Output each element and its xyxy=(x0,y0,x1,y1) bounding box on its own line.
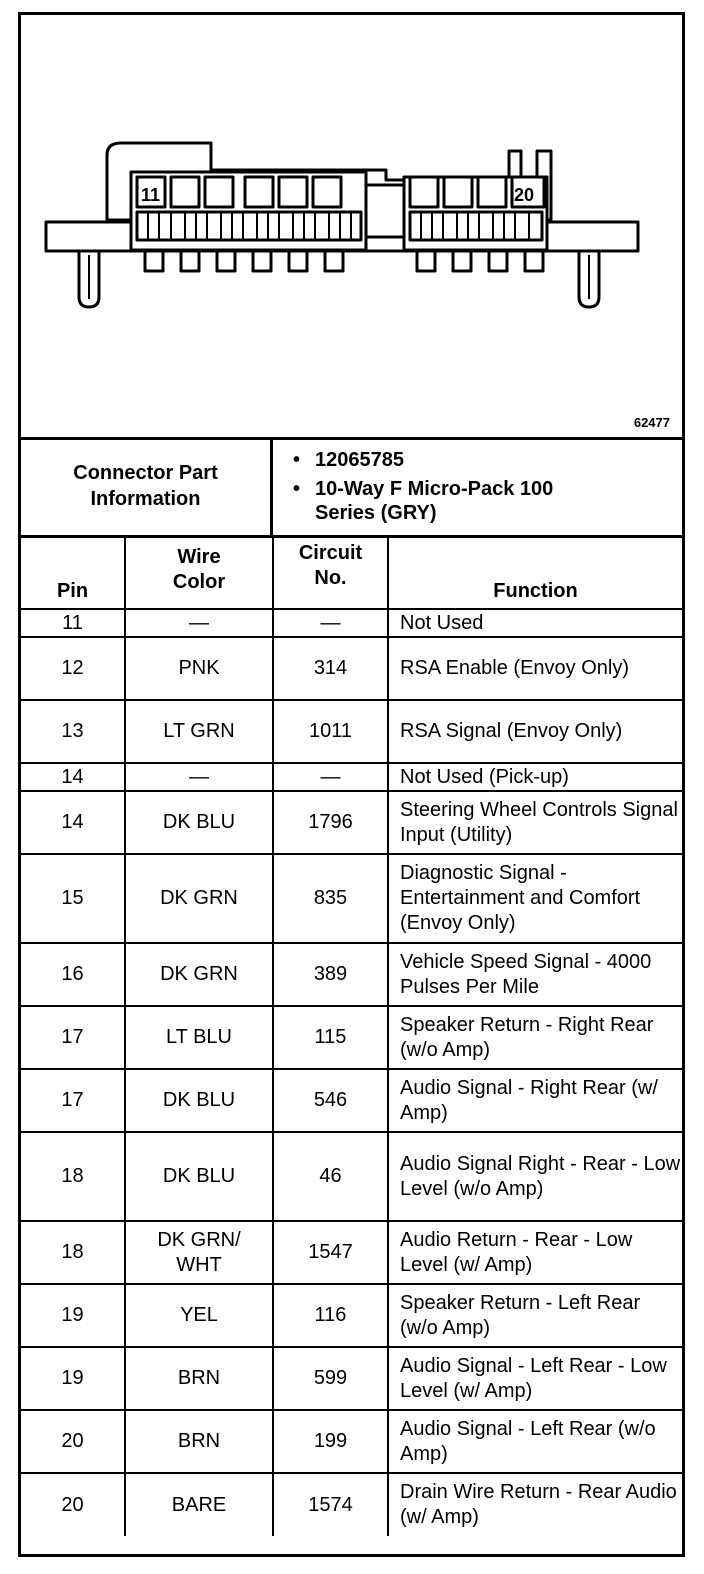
function-cell: Audio Signal Right - Rear - Low Level (w/o Amp) xyxy=(388,1132,682,1221)
table-row xyxy=(21,943,682,1006)
info-bullet xyxy=(293,477,682,525)
table-row xyxy=(21,609,682,637)
function-cell: Audio Signal - Left Rear (w/o Amp) xyxy=(388,1410,682,1473)
wire-color-cell: DK BLU xyxy=(125,1069,273,1132)
connector-illustration xyxy=(21,15,682,440)
function-cell: Audio Signal - Left Rear - Low Level (w/ Amp) xyxy=(388,1347,682,1410)
pin-cell: 15 xyxy=(21,854,125,943)
bullet-icon: • xyxy=(293,449,301,471)
circuit-cell: 115 xyxy=(273,1006,388,1069)
pin-cell: 11 xyxy=(21,609,125,637)
pin-cell: 18 xyxy=(21,1132,125,1221)
circuit-cell: 835 xyxy=(273,854,388,943)
table-row xyxy=(21,1069,682,1132)
circuit-cell: 1574 xyxy=(273,1473,388,1536)
figure-number: 62477 xyxy=(633,415,670,430)
connector-drawing xyxy=(21,15,682,435)
pin-cell: 20 xyxy=(21,1473,125,1536)
connector-part-info xyxy=(21,440,682,538)
circuit-cell: 1011 xyxy=(273,700,388,763)
table-row xyxy=(21,1132,682,1221)
header-pin: Pin xyxy=(21,535,125,609)
table-row xyxy=(21,1473,682,1536)
wire-color-cell: BRN xyxy=(125,1347,273,1410)
part-number: 12065785 xyxy=(315,449,404,471)
table-row xyxy=(21,763,682,791)
circuit-cell: 199 xyxy=(273,1410,388,1473)
pin-cell: 12 xyxy=(21,637,125,700)
wire-color-cell: BRN xyxy=(125,1410,273,1473)
pin-cell: 16 xyxy=(21,943,125,1006)
table-row xyxy=(21,1347,682,1410)
circuit-cell: — xyxy=(273,609,388,637)
circuit-cell: 1796 xyxy=(273,791,388,854)
circuit-cell: 314 xyxy=(273,637,388,700)
wire-color-cell: DK BLU xyxy=(125,791,273,854)
circuit-cell: 46 xyxy=(273,1132,388,1221)
pin-cell: 13 xyxy=(21,700,125,763)
circuit-cell: 599 xyxy=(273,1347,388,1410)
connector-info-list xyxy=(273,440,682,535)
circuit-cell: 389 xyxy=(273,943,388,1006)
circuit-cell: 1547 xyxy=(273,1221,388,1284)
wire-color-cell: BARE xyxy=(125,1473,273,1536)
pin-cell: 19 xyxy=(21,1284,125,1347)
wire-color-cell: — xyxy=(125,609,273,637)
table-row xyxy=(21,700,682,763)
wire-color-cell: DK BLU xyxy=(125,1132,273,1221)
circuit-cell: 546 xyxy=(273,1069,388,1132)
wire-color-cell: DK GRN/ WHT xyxy=(125,1221,273,1284)
circuit-cell: — xyxy=(273,763,388,791)
table-row xyxy=(21,791,682,854)
function-cell: Diagnostic Signal - Entertainment and Comfort (Envoy Only) xyxy=(388,854,682,943)
wire-color-cell: LT BLU xyxy=(125,1006,273,1069)
wire-color-cell: YEL xyxy=(125,1284,273,1347)
info-bullet xyxy=(293,448,682,472)
function-cell: RSA Enable (Envoy Only) xyxy=(388,637,682,700)
function-cell: Not Used xyxy=(388,609,682,637)
wire-color-cell: — xyxy=(125,763,273,791)
pin-cell: 14 xyxy=(21,763,125,791)
pin-cell: 17 xyxy=(21,1006,125,1069)
table-row xyxy=(21,1221,682,1284)
pin-cell: 18 xyxy=(21,1221,125,1284)
table-row xyxy=(21,637,682,700)
function-cell: Vehicle Speed Signal - 4000 Pulses Per Mile xyxy=(388,943,682,1006)
function-cell: Speaker Return - Left Rear (w/o Amp) xyxy=(388,1284,682,1347)
pin-cell: 14 xyxy=(21,791,125,854)
table-row xyxy=(21,854,682,943)
connector-type: 10-Way F Micro-Pack 100 Series (GRY) xyxy=(315,478,554,524)
pin-cell: 17 xyxy=(21,1069,125,1132)
wire-color-cell: PNK xyxy=(125,637,273,700)
table-row xyxy=(21,1006,682,1069)
pin-20-label: 20 xyxy=(514,185,535,205)
pin-11-label: 11 xyxy=(141,185,161,205)
header-function: Function xyxy=(388,535,682,609)
wire-color-cell: DK GRN xyxy=(125,854,273,943)
function-cell: Audio Return - Rear - Low Level (w/ Amp) xyxy=(388,1221,682,1284)
bullet-icon: • xyxy=(293,478,301,500)
table-row xyxy=(21,1410,682,1473)
table-row xyxy=(21,1284,682,1347)
pin-cell: 19 xyxy=(21,1347,125,1410)
pin-table xyxy=(21,535,682,1536)
wire-color-cell: DK GRN xyxy=(125,943,273,1006)
table-body xyxy=(21,609,682,1536)
wire-color-cell: LT GRN xyxy=(125,700,273,763)
function-cell: Steering Wheel Controls Signal Input (Utility) xyxy=(388,791,682,854)
function-cell: Speaker Return - Right Rear (w/o Amp) xyxy=(388,1006,682,1069)
function-cell: Drain Wire Return - Rear Audio (w/ Amp) xyxy=(388,1473,682,1536)
function-cell: RSA Signal (Envoy Only) xyxy=(388,700,682,763)
table-header-row xyxy=(21,535,682,609)
header-wire-color: Wire Color xyxy=(125,535,273,609)
pin-cell: 20 xyxy=(21,1410,125,1473)
connector-info-label: Connector Part Information xyxy=(21,440,273,535)
connector-sheet xyxy=(18,12,685,1557)
header-circuit-no: Circuit No. xyxy=(273,535,388,609)
function-cell: Not Used (Pick-up) xyxy=(388,763,682,791)
function-cell: Audio Signal - Right Rear (w/ Amp) xyxy=(388,1069,682,1132)
circuit-cell: 116 xyxy=(273,1284,388,1347)
